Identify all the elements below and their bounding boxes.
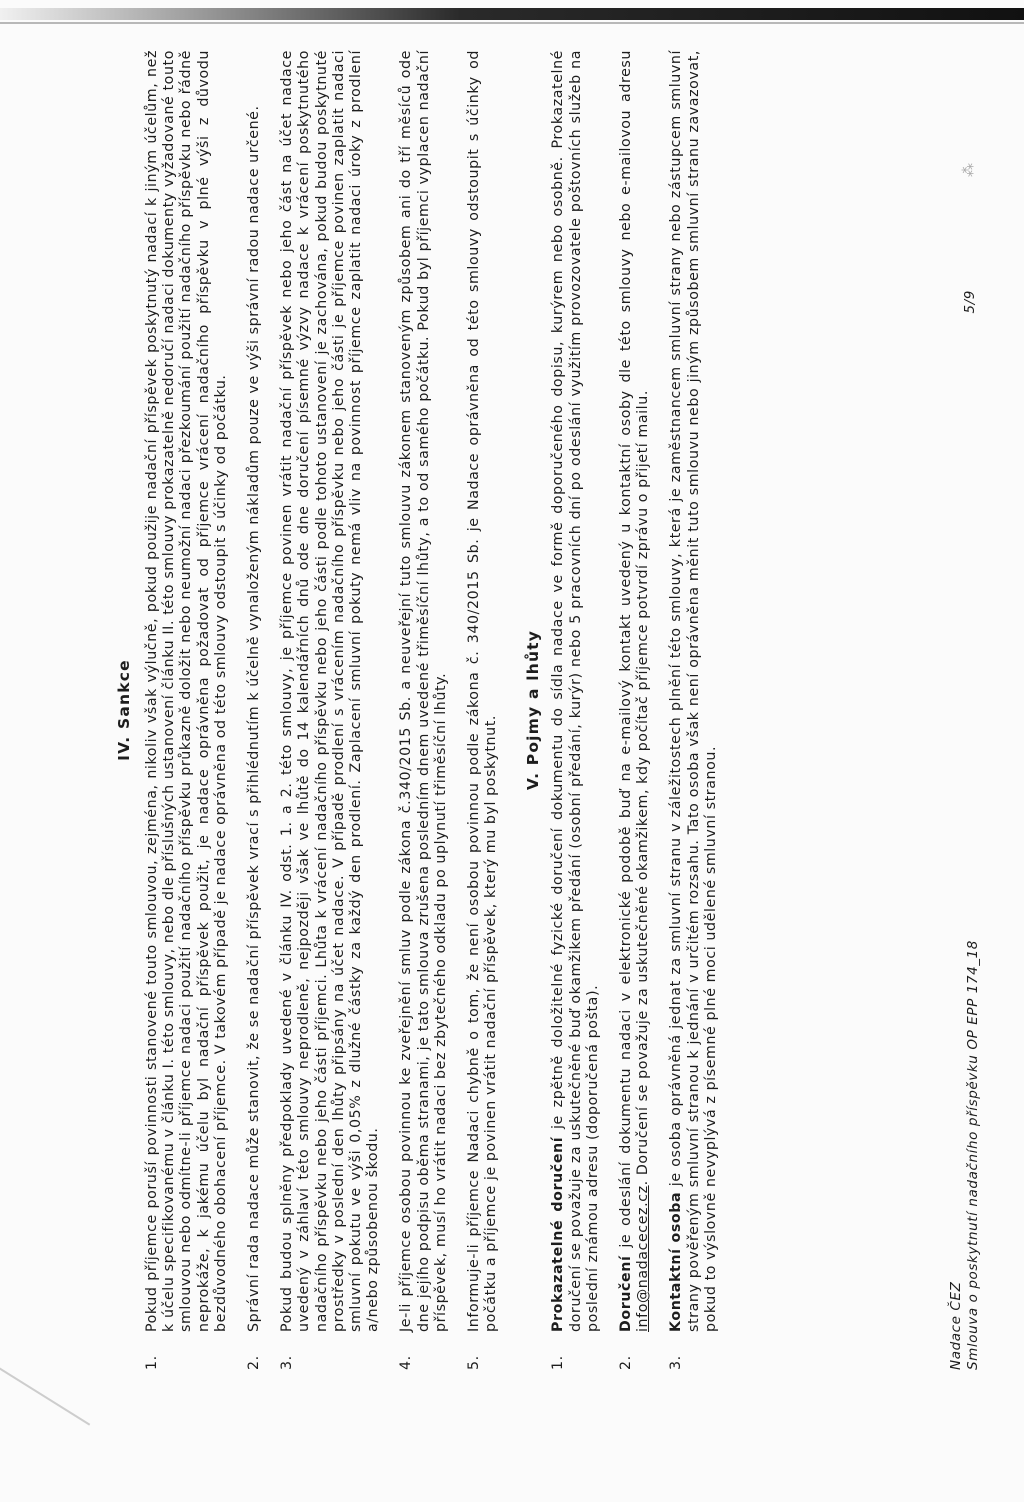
item-number: 1. — [550, 1355, 567, 1370]
page-number: 5/9 — [962, 290, 978, 314]
section-title-pojmy: V. Pojmy a lhůty — [524, 629, 543, 791]
list-item — [246, 50, 263, 1370]
item-number: 5. — [466, 1355, 483, 1370]
item-text: Informuje-li příjemce Nadaci chybně o tom, že není osobou povinnou podle zákona č. 340/2015 Sb. je Nadace oprávněna od této smlouvy odstoupit s účinky od počátku a příjemce je povinen vrátit nadační příspěvek, který mu byl poskytnut. — [466, 50, 500, 1332]
item-text — [550, 50, 602, 1332]
section-title-sankce: IV. Sankce — [115, 659, 133, 761]
term-label: Doručení — [618, 1255, 635, 1332]
list-item — [550, 50, 602, 1370]
scan-corner-fold — [0, 1355, 90, 1502]
item-number: 4. — [398, 1355, 415, 1370]
term-definition: je osoba oprávněná jednat za smluvní stranu v záležitostech plnění této smlouvy, která je zaměstnancem smluvní strany nebo zástupcem smluvní strany pověřeným smluvní stranou k jednání v určitém rozsahu. Tato osoba však není oprávněna měnit tuto smlouvu nebo jiným způsobem smluvní stranu zavazovat, pokud to výslovně nevyplývá z písemné plné moci udělené smluvní stranou. — [668, 50, 719, 1332]
item-number: 3. — [668, 1355, 685, 1370]
term-label: Kontaktní osoba — [668, 1191, 685, 1332]
list-item — [398, 50, 450, 1370]
item-text — [618, 50, 652, 1332]
item-number: 3. — [279, 1355, 296, 1370]
item-text — [668, 50, 720, 1332]
document-page — [104, 50, 984, 1370]
scan-edge-line — [0, 22, 1024, 24]
page-footer — [944, 50, 984, 1370]
list-item — [466, 50, 500, 1370]
list-item — [618, 50, 652, 1370]
footer-organization: Nadace ČEZ — [948, 1281, 964, 1370]
item-text: Je-li příjemce osobou povinnou ke zveřejnění smluv podle zákona č.340/2015 Sb. a neuveřejní tuto smlouvu zákonem stanoveným způsobem ani do tří měsíců ode dne jejího podpisu oběma stranami, je tato smlouva zrušena posledním dnem uvedené třiměsíční lhůty, a to od samého počátku. Pokud byl příjemci vyplacen nadační příspěvek, musí ho vrátit nadaci bez zbytečného odkladu po uplynutí třiměsíční lhůty. — [398, 50, 449, 1332]
term-definition-end: . Doručení se považuje za uskutečněné okamžikem, kdy počítač příjemce potvrdí zprávu o přijetí mailu. — [635, 390, 652, 1186]
item-number: 1. — [144, 1355, 160, 1370]
rotated-page — [104, 50, 984, 1370]
item-number: 2. — [618, 1355, 635, 1370]
term-label: Prokazatelné doručení — [550, 1136, 567, 1332]
list-item — [144, 50, 230, 1370]
term-definition: je zpětně doložitelné fyzické doručení dokumentu do sídla nadace ve formě doporučeného dopisu, kurýrem nebo osobně. Prokazatelné doručení se považuje za uskutečněné buď okamžikem předání (osobní předání, kurýr) nebo 5 pracovních dní po odeslání využitím provozovatele poštovních služeb na poslední známou adresu (doporučená pošta). — [550, 50, 601, 1332]
item-text: Pokud budou splněny předpoklady uvedené v článku IV. odst. 1. a 2. této smlouvy, je příjemce povinen vrátit nadační příspěvek nebo jeho část na účet nadace uvedený v záhlaví této smlouvy neprodleně, nejpozději však ve lhůtě do 14 kalendářních dnů ode dne doručení písemné výzvy nadace k vrácení poskytnutého nadačního příspěvku nebo jeho části příjemci. Lhůta k vrácení nadačního příspěvku nebo jeho části podle tohoto ustanovení je zachována, pokud budou poskytnuté prostředky v poslední den lhůty připsány na účet nadace. V případě prodlení s vrácením nadačního příspěvku nebo jeho části je příjemce povinen zaplatit nadaci smluvní pokutu ve výši 0,05% z dlužné částky za každý den prodlení. Zaplacení smluvní pokuty nemá vliv na povinnost příjemce zaplatit nadaci úroky z prodlení a/nebo způsobenou škodu. — [279, 50, 382, 1332]
item-number: 2. — [246, 1355, 263, 1370]
scan-speck: ⁂ — [961, 163, 977, 177]
list-item — [668, 50, 720, 1370]
scan-top-edge — [0, 8, 1024, 20]
email-link[interactable]: info@nadacecez.cz — [635, 1185, 652, 1332]
item-text: Správní rada nadace může stanovit, že se nadační příspěvek vrací s přihlédnutím k účelně vynaloženým nákladům pouze ve výši správní radou nadace určené. — [246, 105, 263, 1332]
item-text: Pokud příjemce poruší povinnosti stanovené touto smlouvou, zejména, nikoliv však výlučně, pokud použije nadační příspěvek poskytnutý nadací k jiným účelům, než k účelu specifikovanému v článku I. této smlouvy, nebo dle příslušných ustanovení článku II. této smlouvy prokazatelně nedoručí nadaci dokumenty vyžadované touto smlouvou nebo odmítne-li příjemce nadaci použití nadačního příspěvku průkazně doložit nebo neumožní nadaci přezkoumání použití nadačního příspěvku nebo řádně neprokáže, k jakému účelu byl nadační příspěvek použit, je nadace oprávněna požadovat od příjemce vrácení nadačního příspěvku v plné výši z důvodu bezdůvodného obohacení příjemce. V takovém případě je nadace oprávněna od této smlouvy odstoupit s účinky od počátku. — [144, 50, 229, 1332]
footer-contract-title: Smlouva o poskytnutí nadačního příspěvku OP EPP 174_18 — [965, 940, 981, 1370]
list-item — [279, 50, 382, 1370]
term-definition: je odeslání dokumentu nadaci v elektronické podobě buď na e-mailový kontakt uvedený u kontaktní osoby dle této smlouvy nebo e-mailovou adresu — [618, 50, 635, 1256]
